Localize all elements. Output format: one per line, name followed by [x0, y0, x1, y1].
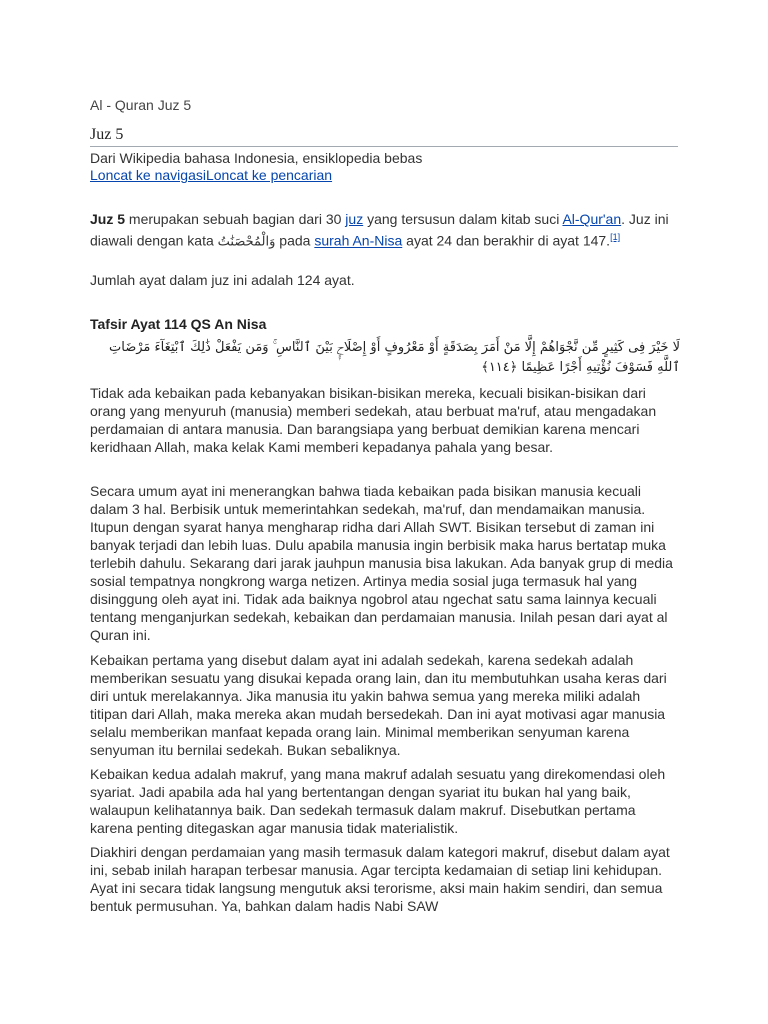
- translation-paragraph: Tidak ada kebaikan pada kebanyakan bisikan-bisikan mereka, kecuali bisikan-bisikan dari orang yang menyuruh (manusia) memberi sedekah, atau berbuat ma'ruf, atau mengadakan perdamaian di antara manusia. Dan barangsiapa yang berbuat demikian karena mencari keridhaan Allah, maka kelak Kami memberi kepadanya pahala yang besar.: [90, 385, 657, 455]
- arabic-verse: لَا خَيْرَ فِى كَثِيرٍ مِّن نَّجْوَاهُمْ إِلَّا مَنْ أَمَرَ بِصَدَقَةٍ أَوْ مَعْرُوفٍ أَوْ إِصْلَاحٍۭ بَيْنَ ٱلنَّاسِ ۚ وَمَن يَفْعَلْ ذَٰلِكَ ٱبْتِغَآءَ مَرْضَاتِ ٱللَّهِ فَسَوْفَ نُؤْتِيهِ أَجْرًا عَظِيمًا ﴿١١٤﴾: [109, 340, 680, 375]
- surah-an-nisa-link[interactable]: surah An-Nisa: [314, 232, 403, 249]
- page-title: Juz 5: [90, 126, 678, 147]
- section-heading: Tafsir Ayat 114 QS An Nisa: [90, 316, 267, 332]
- intro-bold-term: Juz 5: [90, 211, 126, 227]
- intro-paragraph: [90, 210, 680, 252]
- jump-to-search-link[interactable]: Loncat ke pencarian: [205, 167, 333, 183]
- document-title: Al - Quran Juz 5: [90, 97, 192, 113]
- intro-text-4: pada: [275, 232, 315, 249]
- verse-count-paragraph: Jumlah ayat dalam juz ini adalah 124 ayat.: [90, 272, 355, 288]
- arabic-start-word: وَالْمُحْصَنَٰتُ: [217, 234, 276, 250]
- reference-link[interactable]: [1]: [610, 232, 621, 242]
- body-paragraph: Secara umum ayat ini menerangkan bahwa tiada kebaikan pada bisikan manusia kecuali dalam 3 hal. Berbisik untuk memerintahkan sedekah, ma'ruf, dan mendamaikan manusia. Itupun dengan syarat hanya mengharap ridha dari Allah SWT. Bisikan tersebut di zaman ini banyak terjadi dan lebih luas. Dulu apabila manusia ingin berbisik maka harus bertatap muka terlebih dahulu. Sekarang dari jarak jauhpun manusia bisa lakukan. Ada banyak grup di media sosial tempatnya nongkrong warga netizen. Artinya media sosial juga termasuk hal yang disinggung oleh ayat ini. Tidak ada baiknya ngobrol atau ngechat satu sama lainnya kecuali tentang menganjurkan sedekah, kebaikan dan perdamaian manusia. Inilah pesan dari ayat al Quran ini.: [90, 483, 673, 643]
- body-paragraph: Kebaikan kedua adalah makruf, yang mana makruf adalah sesuatu yang direkomendasi oleh syariat. Jadi apabila ada hal yang bertentangan dengan syariat itu bukan hal yang baik, walaupun kelihatannya baik. Dan sedekah termasuk dalam makruf. Disebutkan pertama karena penting ditegaskan agar manusia tidak materialistik.: [90, 766, 666, 836]
- source-note: Dari Wikipedia bahasa Indonesia, ensiklopedia bebas: [90, 150, 423, 166]
- intro-text-1: merupakan sebuah bagian dari 30: [125, 211, 346, 227]
- juz-link[interactable]: juz: [345, 211, 364, 227]
- intro-text-5: ayat 24 dan berakhir di ayat 147.: [402, 232, 611, 249]
- jump-to-navigation-link[interactable]: Loncat ke navigasi: [90, 167, 206, 183]
- jump-links: [90, 167, 332, 183]
- body-paragraph: Kebaikan pertama yang disebut dalam ayat ini adalah sedekah, karena sedekah adalah memberikan sesuatu yang disukai kepada orang lain, dan itu membutuhkan usaha keras dari diri untuk merelakannya. Jika manusia itu yakin bahwa semua yang mereka miliki adalah titipan dari Allah, maka mereka akan mudah bersedekah. Dan ini ayat motivasi agar manusia selalu memberikan manfaat kepada orang lain. Minimal memberikan senyuman karena senyuman itu bernilai sedekah. Bukan sebaliknya.: [90, 652, 667, 758]
- quran-link[interactable]: Al-Qur'an: [562, 211, 622, 227]
- body-paragraph: Diakhiri dengan perdamaian yang masih termasuk dalam kategori makruf, disebut dalam ayat ini, sebab inilah harapan terbesar manusia. Agar tercipta kedamaian di setiap lini kehidupan. Ayat ini secara tidak langsung mengutuk aksi terorisme, aksi main hakim sendiri, dan semua bentuk permusuhan. Ya, bahkan dalam hadis Nabi SAW: [90, 844, 670, 914]
- intro-text-2: yang tersusun dalam kitab suci: [363, 211, 563, 227]
- intro-text-3: . Juz ini diawali dengan kata: [90, 211, 669, 249]
